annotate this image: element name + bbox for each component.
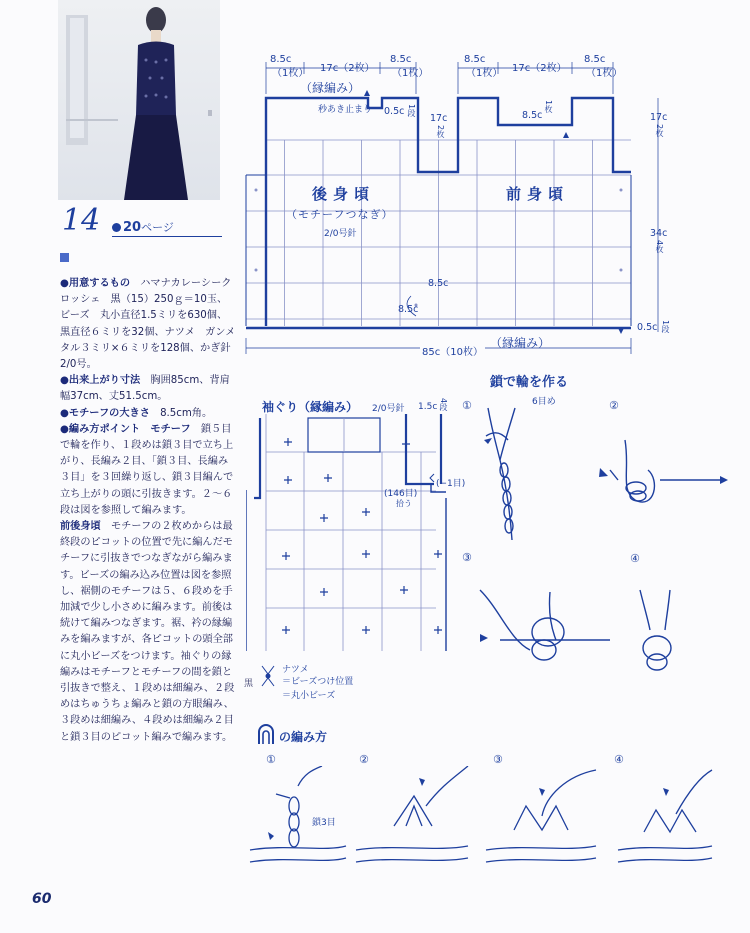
right-17-label: 17c (650, 112, 668, 123)
model-photo (58, 0, 220, 200)
dim-top-right-3-sub: （1枚） (586, 68, 623, 79)
front-85-sub: 1枚 (544, 100, 553, 114)
bead-mark-group (282, 438, 442, 634)
page-ref-dot (112, 223, 121, 232)
motif-paragraph (60, 406, 236, 422)
page-ref-unit: ページ (141, 221, 174, 234)
opening-stop-label: 秒あき止まり (318, 105, 373, 115)
right-34-label: 34c (650, 228, 668, 239)
armhole-minus: (−1目) (436, 479, 466, 489)
edge-label-top: （縁編み） (300, 81, 361, 95)
edge-label-top-text: 縁編み (312, 81, 349, 95)
legend-bead-position: ＝ビーズつけ位置 (282, 677, 354, 687)
left-17-sub: 2枚 (436, 125, 445, 139)
bobble-title: の編み方 (279, 730, 328, 744)
motif-text: 8.5cm角。 (160, 407, 213, 419)
right-17-sub: 2枚 (655, 124, 664, 138)
materials-paragraph (60, 276, 236, 373)
right-05-sub: 1段 (661, 320, 670, 334)
bottom-edge-text: 縁編み (502, 336, 539, 350)
right-34-sub: 4枚 (655, 240, 664, 254)
motif-label: ●モチーフの大きさ (60, 407, 150, 419)
page-number: 60 (32, 891, 52, 907)
bobble-step-1: ① (266, 753, 276, 766)
armhole-diagram (246, 414, 460, 654)
header-rule (112, 236, 222, 237)
dim-top-right-1: 8.5c (464, 54, 486, 65)
bobble-stitch-symbol (256, 724, 276, 746)
dim-top-left-3: 8.5c (390, 54, 412, 65)
six-stitches-label: 6目め (532, 397, 556, 407)
chain-ring-title: 鎖で輪を作る (490, 375, 569, 390)
back-05-label: 0.5c (384, 106, 405, 117)
page-ref-number: 20 (123, 220, 142, 235)
pattern-number: 14 (62, 203, 101, 238)
armhole-dim-sub: 4段 (439, 398, 448, 412)
front-body-label: 前身頃 (506, 185, 570, 203)
armhole-title: 袖ぐり（縁編み） (262, 400, 359, 414)
chain-ring-step-4: ④ (630, 552, 640, 565)
dim-top-right-2: 17c（2枚） (512, 63, 567, 74)
inner-85-label-b: 8.5c (398, 304, 419, 315)
back-05-sub: 1段 (407, 104, 416, 118)
inner-85-label-a: 8.5c (428, 278, 449, 289)
legend-black: 黒 (244, 679, 254, 689)
armhole-pickup: (146目) (384, 489, 418, 499)
armhole-pickup-sub: 拾う (396, 499, 412, 508)
dim-top-left-1: 8.5c (270, 54, 292, 65)
body-text: モチーフの２枚めからは最終段のピコットの位置で先に編んだモチーフに引抜きでつなぎながら編みます。ビーズの編み込み位置は図を参照し、裾側のモチーフは５、６段めを手加減で少し小さめに編みます。前後は続けて編みつなぎます。裾、衿の縁編みを編みますが、各ピコットの頭全部に丸小ビーズをつけます。袖ぐりの縁編みはモチーフとモチーフの間を鎖と引抜きで整え、１段めは細編み、２段めはちゅうちょ編みと鎖の方眼編み、３段めは細編み、４段めは細編み２目と鎖３目のピコット編みで編みます。 (60, 521, 235, 743)
size-paragraph (60, 373, 236, 405)
bobble-illustrations (246, 766, 716, 878)
bobble-chain3-label: 鎖3目 (312, 818, 336, 828)
chain-ring-step-1: ① (462, 399, 472, 412)
points-paragraph (60, 422, 236, 519)
bobble-step-4: ④ (614, 753, 624, 766)
legend-bead-icon (256, 660, 280, 692)
armhole-hook: 2/0号針 (372, 404, 405, 414)
bobble-step-3: ③ (493, 753, 503, 766)
left-17-label: 17c (430, 113, 448, 124)
back-body-sub: （モチーフつなぎ） (286, 208, 394, 221)
body-diagram (236, 50, 676, 360)
dim-top-left-1-sub: （1枚） (272, 68, 309, 79)
dim-top-right-3: 8.5c (584, 54, 606, 65)
bottom-width-label: 85c（10枚） (420, 343, 485, 358)
body-paragraph (60, 519, 236, 746)
chain-ring-step-2: ② (609, 399, 619, 412)
model-photo-figure (58, 0, 220, 200)
page-reference (112, 219, 174, 235)
dim-top-left-3-sub: （1枚） (392, 68, 429, 79)
materials-text: ハマナカレーシークロッシェ 黒（15）250ｇ＝10玉、ビーズ 丸小直径1.5ミリを630個、黒直径６ミリを32個、ナツメ ガンメタル３ミリ×６ミリを128個、かぎ針2/0号。 (60, 278, 236, 371)
chain-ring-illustrations (470, 400, 740, 700)
dim-top-right-1-sub: （1枚） (466, 68, 503, 79)
legend-small-bead: ＝丸小ビーズ (282, 691, 336, 701)
front-85-label: 8.5c (522, 110, 543, 121)
section-square (60, 253, 69, 262)
points-text: 鎖５目で輪を作り、１段めは鎖３目で立ち上がり、長編み２目、「鎖３目、長編み３目」を３回繰り返し、鎖３目編んで立ち上がりの頭に引抜きます。２〜６段は図を参照して編みます。 (60, 423, 234, 516)
dim-top-left-2: 17c（2枚） (320, 63, 375, 74)
bobble-step-2: ② (359, 753, 369, 766)
materials-label: ●用意するもの (60, 278, 131, 289)
body-label: 前後身頃 (60, 521, 101, 533)
size-text: 胸囲85cm、背肩幅37cm、丈51.5cm。 (60, 375, 230, 403)
hook-size-label: 2/0号針 (324, 229, 357, 239)
right-05-label: 0.5c (637, 322, 658, 333)
size-label: ●出来上がり寸法 (60, 375, 141, 387)
instructions-text (60, 276, 236, 746)
chain-ring-step-3: ③ (462, 551, 472, 564)
points-label: ●編み方ポイント モチーフ (60, 423, 191, 435)
back-body-label: 後身頃 (312, 185, 376, 203)
legend-natsume: ナツメ (282, 665, 309, 675)
armhole-dim: 1.5c (418, 402, 438, 412)
bottom-edge-label: （縁編み） (490, 336, 551, 350)
